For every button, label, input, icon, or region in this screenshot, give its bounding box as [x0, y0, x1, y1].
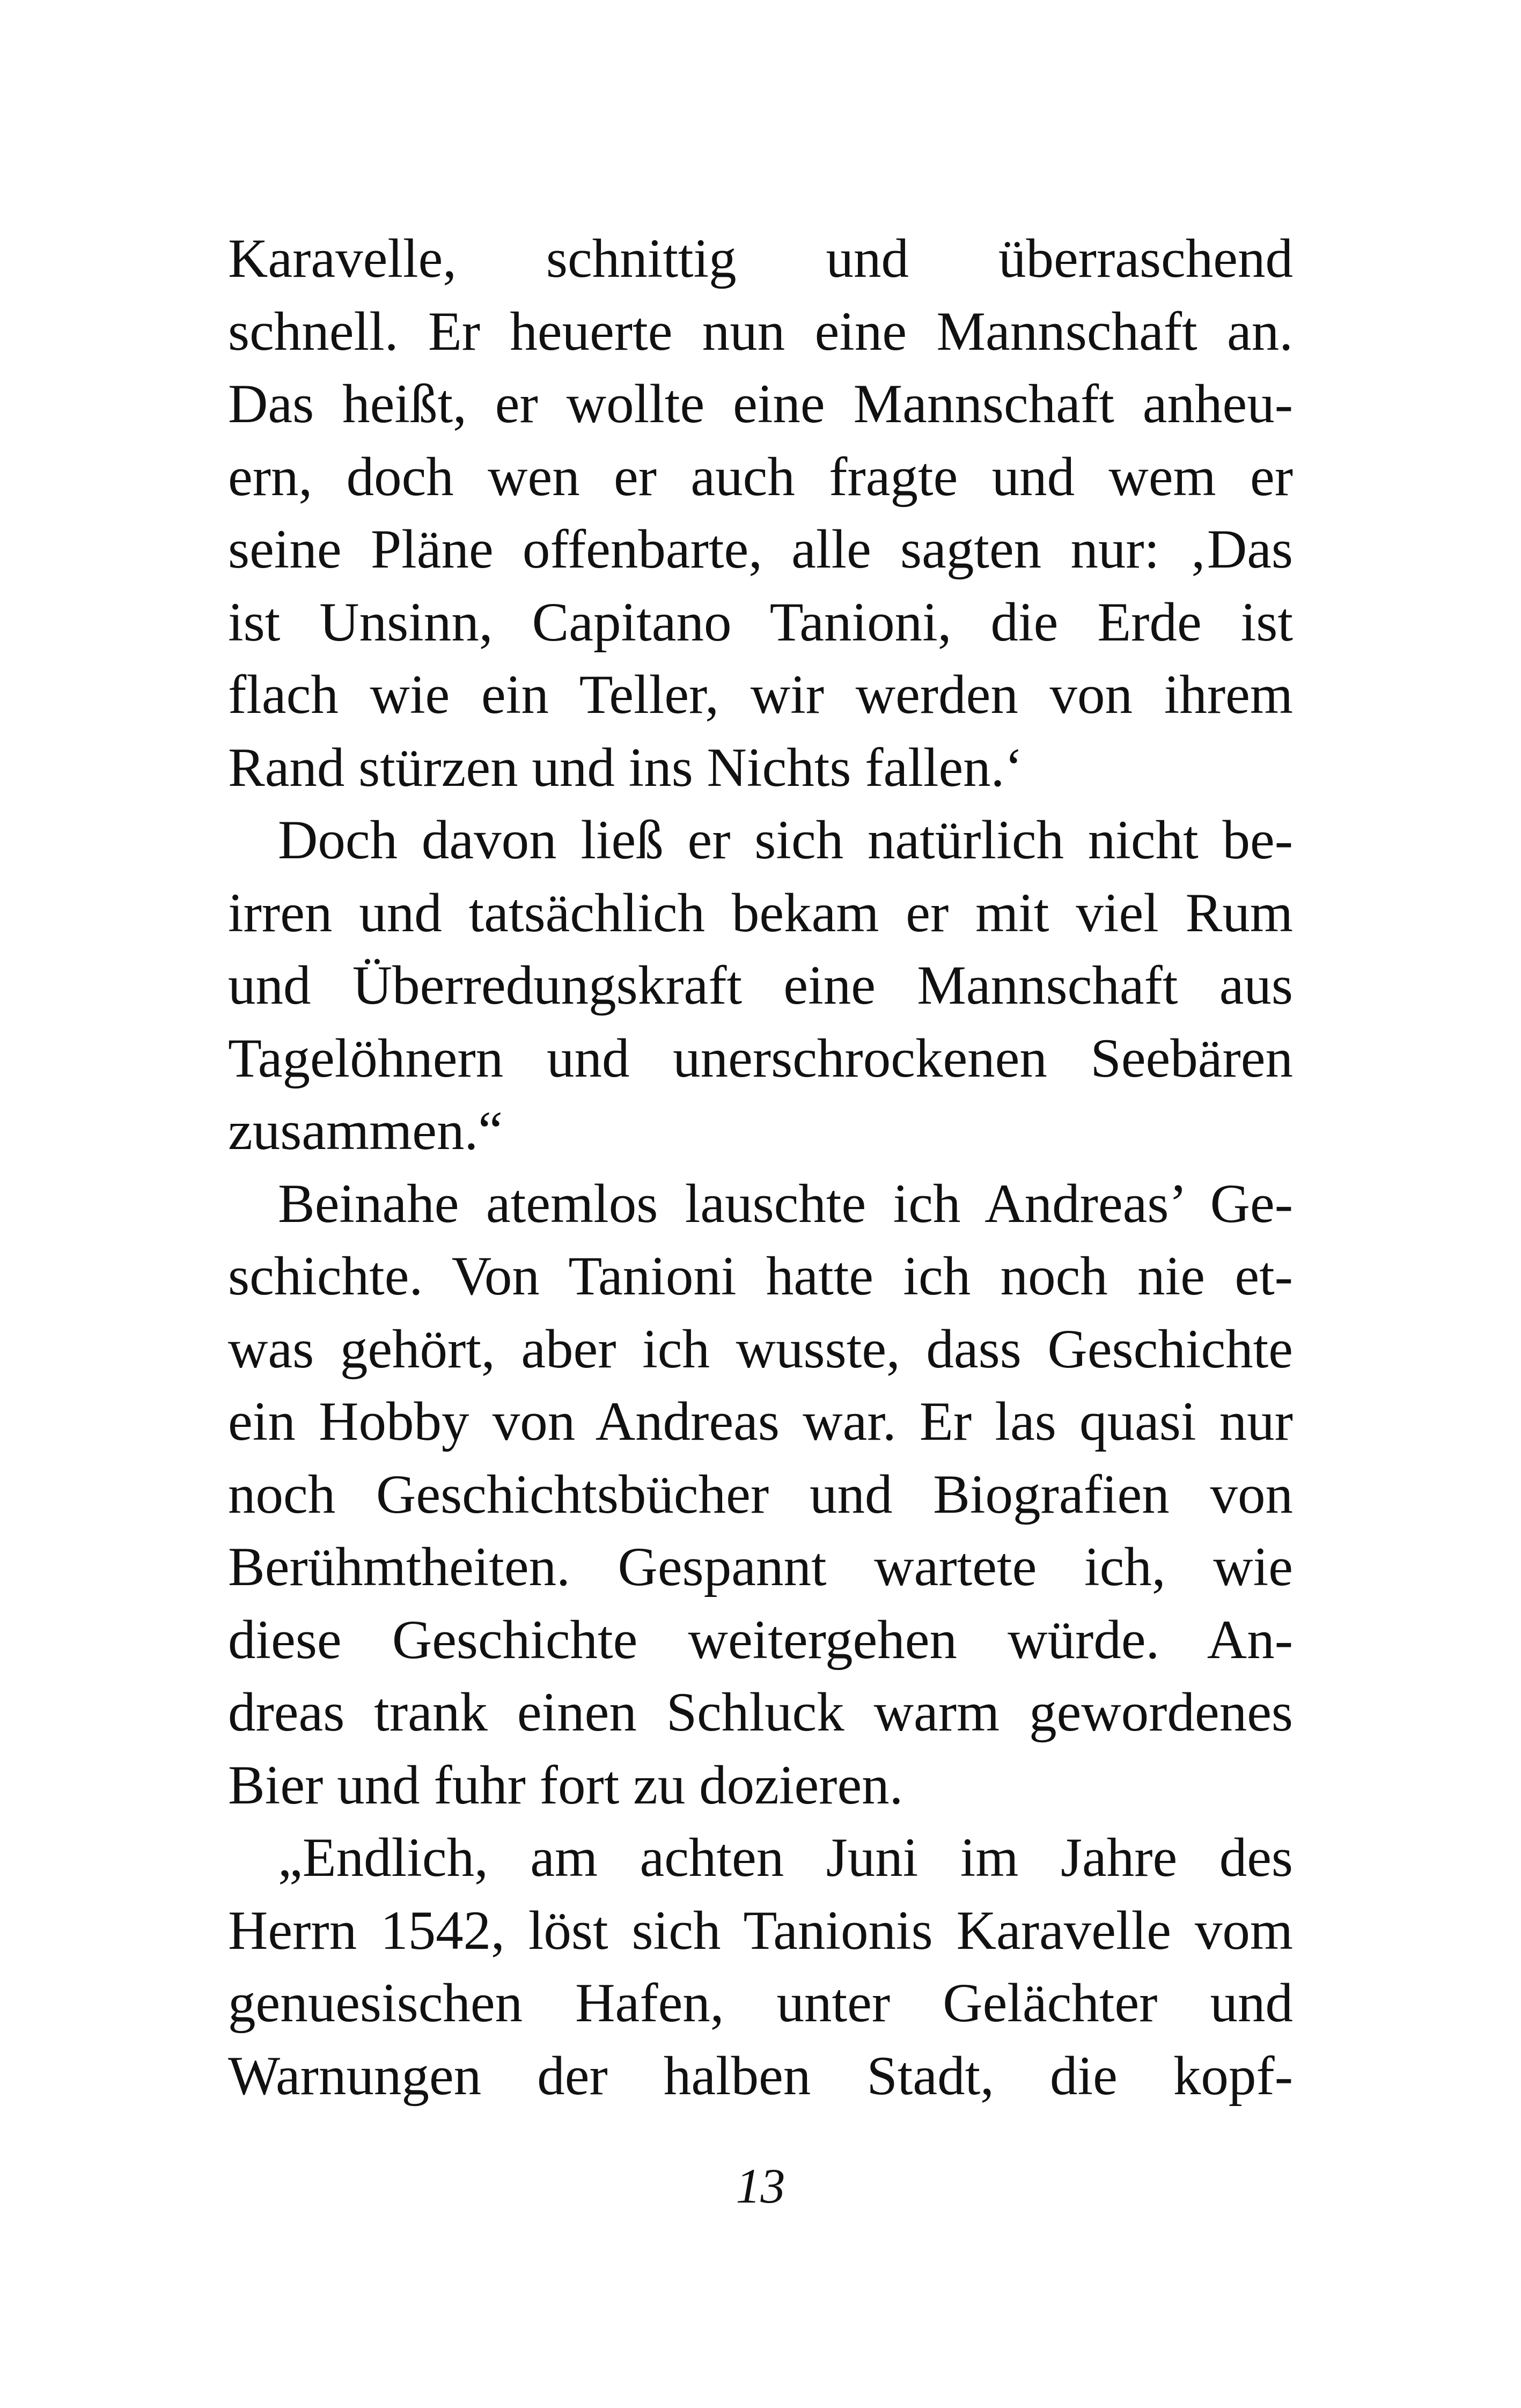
text-line: ist Unsinn, Capitano Tanioni, die Erde ist: [228, 591, 1293, 653]
text-line: Warnungen der halben Stadt, die kopf-: [228, 2045, 1293, 2107]
text-line: irren und tatsächlich bekam er mit viel Rum: [228, 882, 1293, 944]
body-text: [228, 223, 1293, 2112]
text-line: und Überredungskraft eine Mannschaft aus: [228, 955, 1293, 1016]
text-line: schnell. Er heuerte nun eine Mannschaft an.: [228, 300, 1293, 362]
paragraph-first-line: Doch davon ließ er sich natürlich nicht be-: [278, 809, 1293, 871]
text-line: genuesischen Hafen, unter Gelächter und: [228, 1972, 1293, 2034]
text-line: Das heißt, er wollte eine Mannschaft anheu-: [228, 373, 1293, 435]
text-line: Rand stürzen und ins Nichts fallen.‘: [228, 737, 1023, 798]
text-line: seine Pläne offenbarte, alle sagten nur: ‚Das: [228, 519, 1293, 580]
text-line: ein Hobby von Andreas war. Er las quasi nur: [228, 1391, 1293, 1452]
page-number: 13: [736, 2159, 785, 2213]
text-line: Berühmtheiten. Gespannt wartete ich, wie: [228, 1536, 1293, 1597]
text-line: Karavelle, schnittig und überraschend: [228, 228, 1293, 289]
paragraph-first-line: Beinahe atemlos lauschte ich Andreas’ Ge-: [278, 1173, 1293, 1234]
text-line: ern, doch wen er auch fragte und wem er: [228, 446, 1293, 507]
text-line: flach wie ein Teller, wir werden von ihrem: [228, 664, 1293, 725]
text-line: schichte. Von Tanioni hatte ich noch nie et-: [228, 1246, 1293, 1307]
paragraph-first-line: „Endlich, am achten Juni im Jahre des: [278, 1827, 1293, 1888]
text-line: Tagelöhnern und unerschrockenen Seebären: [228, 1027, 1293, 1089]
text-line: Herrn 1542, löst sich Tanionis Karavelle vom: [228, 1899, 1293, 1961]
text-line: was gehört, aber ich wusste, dass Geschichte: [228, 1318, 1293, 1380]
text-line: Bier und fuhr fort zu dozieren.: [228, 1754, 903, 1816]
text-line: diese Geschichte weitergehen würde. An-: [228, 1609, 1293, 1670]
text-line: dreas trank einen Schluck warm gewordenes: [228, 1682, 1293, 1743]
text-line: zusammen.“: [228, 1100, 503, 1161]
text-line: noch Geschichtsbücher und Biografien von: [228, 1463, 1293, 1525]
